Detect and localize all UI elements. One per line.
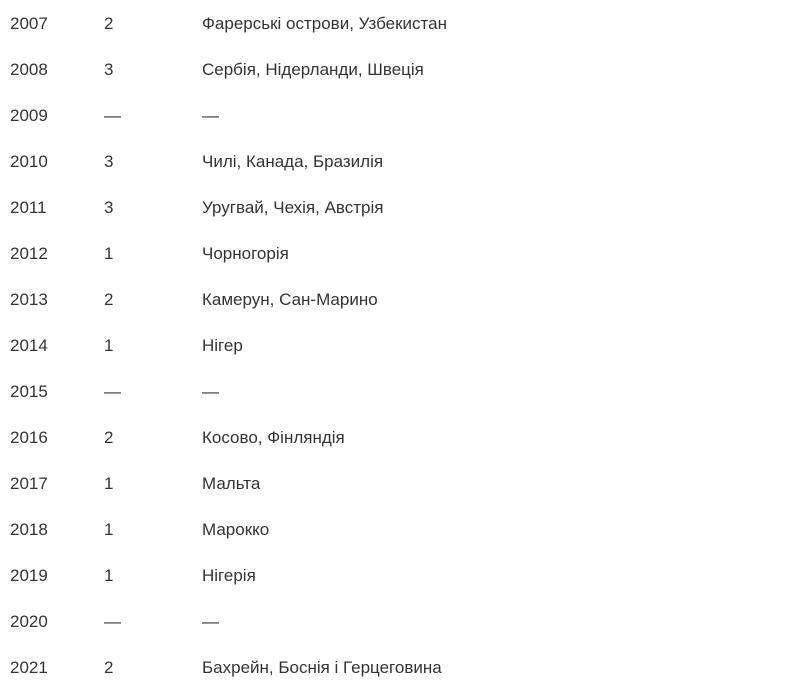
countries-cell: — bbox=[202, 105, 219, 125]
year-cell: 2012 bbox=[10, 243, 48, 263]
countries-cell: Фарерські острови, Узбекистан bbox=[202, 13, 447, 33]
countries-cell: Нігерія bbox=[202, 565, 256, 585]
table-row bbox=[0, 230, 799, 276]
year-cell: 2013 bbox=[10, 289, 48, 309]
year-cell: 2016 bbox=[10, 427, 48, 447]
table-row bbox=[0, 506, 799, 552]
countries-cell: Уругвай, Чехія, Австрія bbox=[202, 197, 384, 217]
table-row bbox=[0, 276, 799, 322]
table-row bbox=[0, 46, 799, 92]
table-row bbox=[0, 414, 799, 460]
year-cell: 2021 bbox=[10, 657, 48, 677]
table-row bbox=[0, 0, 799, 46]
year-cell: 2011 bbox=[10, 197, 47, 217]
count-cell: 1 bbox=[104, 335, 114, 355]
year-cell: 2009 bbox=[10, 105, 48, 125]
countries-cell: Сербія, Нідерланди, Швеція bbox=[202, 59, 424, 79]
year-cell: 2010 bbox=[10, 151, 48, 171]
count-cell: 3 bbox=[104, 151, 114, 171]
count-cell: 1 bbox=[104, 243, 114, 263]
table-row bbox=[0, 598, 799, 644]
countries-cell: Косово, Фінляндія bbox=[202, 427, 345, 447]
count-cell: 2 bbox=[104, 657, 114, 677]
table-row bbox=[0, 368, 799, 414]
count-cell: 3 bbox=[104, 59, 114, 79]
count-cell: 1 bbox=[104, 473, 114, 493]
table-row bbox=[0, 92, 799, 138]
year-cell: 2007 bbox=[10, 13, 48, 33]
table-row bbox=[0, 184, 799, 230]
year-cell: 2019 bbox=[10, 565, 48, 585]
countries-cell: Мальта bbox=[202, 473, 261, 493]
year-cell: 2018 bbox=[10, 519, 48, 539]
year-cell: 2008 bbox=[10, 59, 48, 79]
countries-cell: Нігер bbox=[202, 335, 243, 355]
table-row bbox=[0, 644, 799, 690]
count-cell: 2 bbox=[104, 13, 114, 33]
countries-cell: — bbox=[202, 611, 219, 631]
count-cell: — bbox=[104, 105, 121, 125]
table-row bbox=[0, 552, 799, 598]
count-cell: 2 bbox=[104, 427, 114, 447]
count-cell: — bbox=[104, 611, 121, 631]
count-cell: 2 bbox=[104, 289, 114, 309]
table-row bbox=[0, 322, 799, 368]
table-row bbox=[0, 138, 799, 184]
countries-cell: Камерун, Сан-Марино bbox=[202, 289, 378, 309]
count-cell: 1 bbox=[104, 565, 114, 585]
count-cell: 3 bbox=[104, 197, 114, 217]
year-cell: 2017 bbox=[10, 473, 48, 493]
countries-cell: Чорногорія bbox=[202, 243, 289, 263]
countries-cell: — bbox=[202, 381, 219, 401]
count-cell: — bbox=[104, 381, 121, 401]
countries-cell: Марокко bbox=[202, 519, 270, 539]
table-row bbox=[0, 460, 799, 506]
countries-cell: Бахрейн, Боснія і Герцеговина bbox=[202, 657, 442, 677]
countries-cell: Чилі, Канада, Бразилія bbox=[202, 151, 384, 171]
year-cell: 2015 bbox=[10, 381, 48, 401]
year-cell: 2020 bbox=[10, 611, 48, 631]
year-cell: 2014 bbox=[10, 335, 48, 355]
count-cell: 1 bbox=[104, 519, 114, 539]
